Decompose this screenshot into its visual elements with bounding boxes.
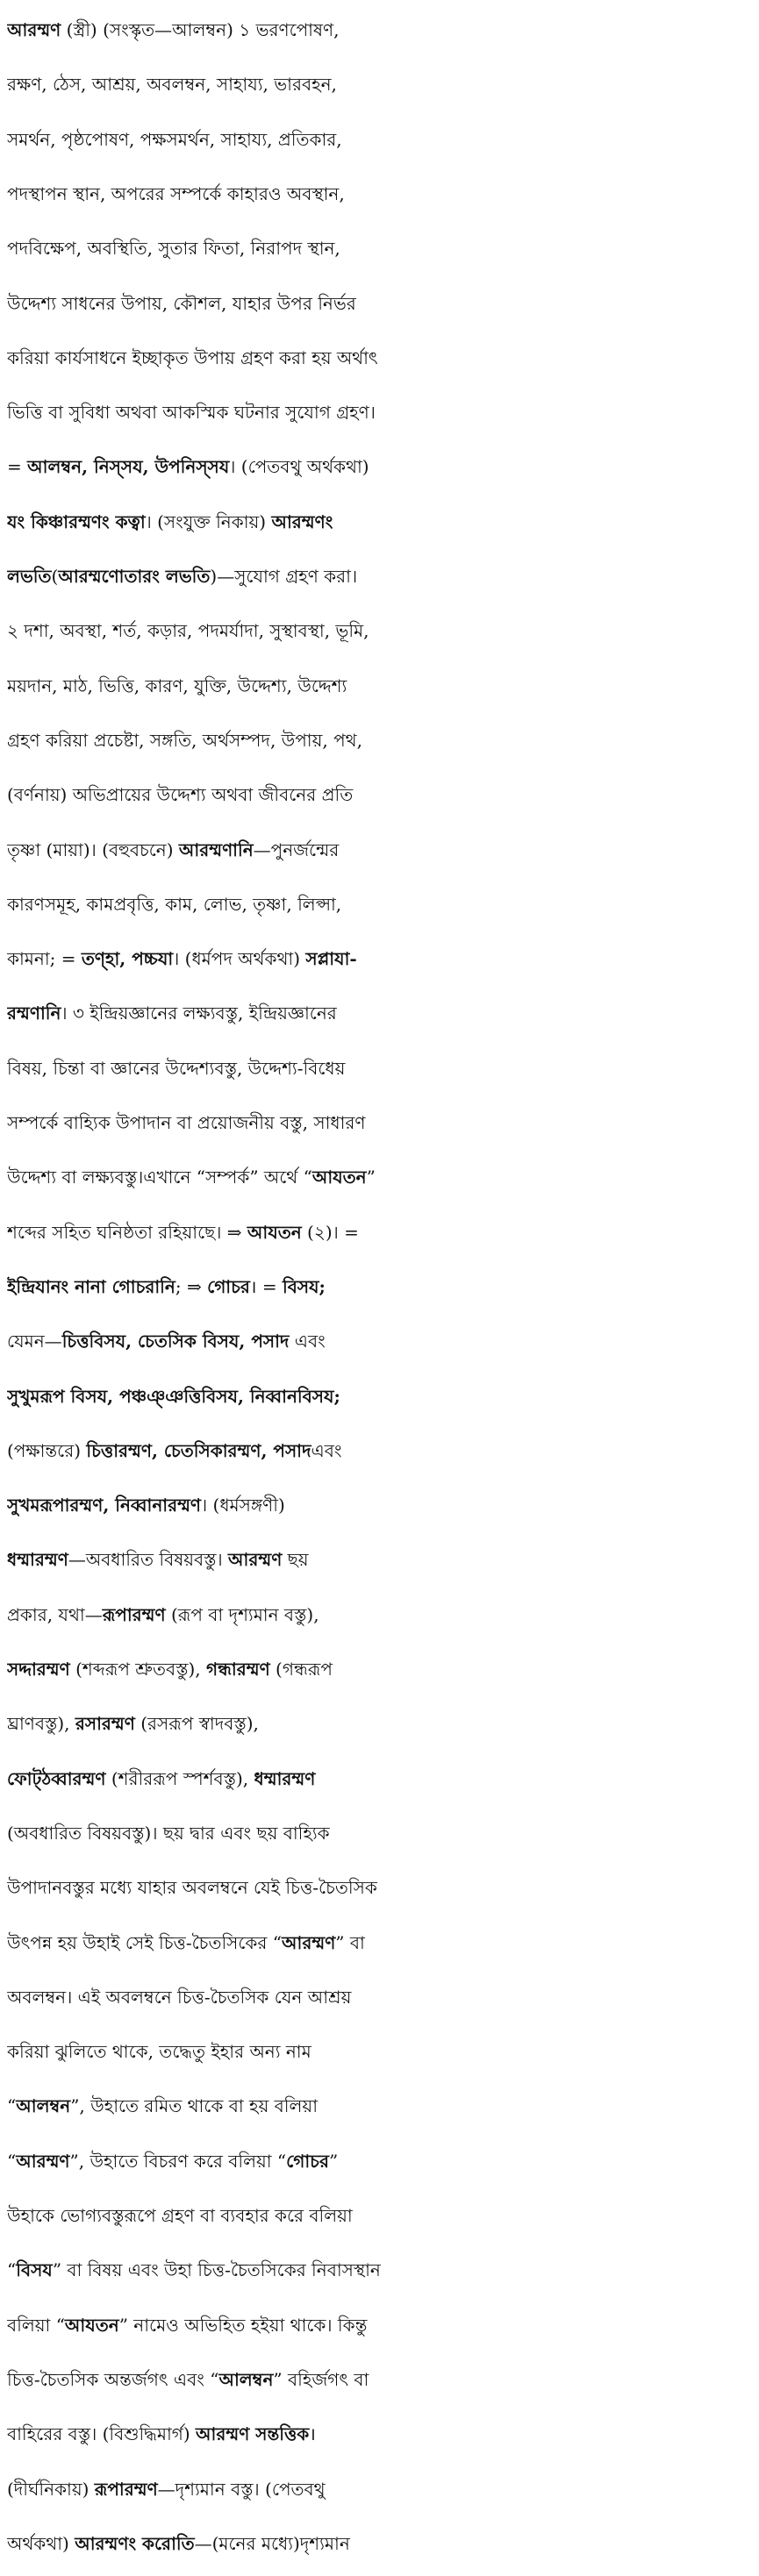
text-run: । (পেতবথু অর্থকথা) [229,456,369,478]
bold-term: আযতন [311,1167,367,1188]
text-run: (শরীররূপ স্পর্শবস্তু), [105,1767,254,1789]
text-run: —পুনর্জন্মের [253,838,340,860]
text-line [7,1918,751,1967]
bold-term: আরম্মণ সন্তত্তিক [196,2423,310,2445]
text-run: ” বা [335,1931,365,1953]
text-run: এবং [311,1439,342,1461]
text-run: = [7,456,28,478]
bold-term: আরম্মণানি [178,838,254,860]
text-line [7,1645,751,1694]
bold-term: আরম্মণ [7,19,61,40]
text-run: ছয় [282,1549,309,1571]
text-run: ভিত্তি বা সুবিধা অথবা আকস্মিক ঘটনার সুযোগ গ্রহণ। [7,402,376,424]
bold-term: আরম্মণ [228,1549,283,1571]
text-run: যেমন— [7,1331,62,1352]
bold-term: বিসয [16,2259,53,2281]
text-line [7,988,751,1038]
text-run: উদ্দেশ্য বা লক্ষ্যবস্তু।এখানে “সম্পর্ক” অর্থে “ [7,1167,312,1188]
text-line [7,388,751,437]
bold-term: আলম্বন [218,2368,274,2390]
text-run: উহাকে ভোগ্যবস্তুরূপে গ্রহণ বা ব্যবহার করে বলিয়া [7,2205,353,2226]
text-line [7,1426,751,1475]
text-run: ২ দশা, অবস্থা, শর্ত, কড়ার, পদমর্যাদা, সুস্থাবস্থা, ভূমি, [7,620,369,642]
bold-term: ধম্মারম্মণ [7,1549,68,1571]
text-line [7,2409,751,2458]
text-run: সম্পর্কে বাহ্যিক উপাদান বা প্রয়োজনীয় বস্তু, সাধারণ [7,1112,366,1133]
text-line [7,552,751,601]
text-run: পদবিক্ষেপ, অবস্থিতি, সুতার ফিতা, নিরাপদ স্থান, [7,238,340,260]
text-run: কারণসমূহ, কামপ্রবৃত্তি, কাম, লোভ, তৃষ্ণা, লিপ্সা, [7,893,342,915]
text-run: —অবধারিত বিষয়বস্তু। [68,1549,229,1571]
text-run: —দৃশ্যমান বস্তু। (পেতবথু [157,2478,326,2500]
text-run: “ [7,2259,17,2281]
text-run: বাহিরের বস্তু। (বিশুদ্ধিমার্গ) [7,2423,197,2445]
bold-term: আরম্মণ [282,1931,336,1953]
text-line [7,661,751,710]
text-line [7,880,751,929]
text-line [7,1754,751,1803]
text-run: (শব্দরূপ শ্রুতবস্তু), [69,1659,206,1680]
bold-term: রূপারম্মণ [102,1603,166,1625]
text-line [7,2081,751,2130]
text-run: রক্ষণ, ঠেস, আশ্রয়, অবলম্বন, সাহায্য, ভারবহন, [7,74,337,96]
bold-term: সদ্দারম্মণ [7,1659,70,1680]
text-line [7,2191,751,2240]
text-run: ; ⇒ [175,1275,208,1297]
text-run: উৎপন্ন হয় উহাই সেই চিত্ত-চৈতসিকের “ [7,1931,283,1953]
text-run: ” বহির্জগৎ বা [273,2368,369,2390]
bold-term: রূপারম্মণ [94,2478,158,2500]
bold-term: গোচর [286,2150,329,2172]
text-line [7,1152,751,1202]
text-run: (রসরূপ স্বাদবস্তু), [134,1713,259,1735]
text-line [7,2027,751,2076]
text-run: করিয়া ঝুলিতে থাকে, তদ্ধেতু ইহার অন্য নাম [7,2041,311,2063]
text-line [7,2301,751,2350]
text-line [7,1098,751,1147]
text-run: ” বা বিষয় এবং উহা চিত্ত-চৈতসিকের নিবাসস্থান [52,2259,381,2281]
bold-term: আলম্বন [16,2095,71,2117]
bold-term: বিসয; [282,1275,326,1297]
text-run: “ [7,2150,17,2172]
text-line [7,825,751,874]
text-run: অবলম্বন। এই অবলম্বনে চিত্ত-চৈতসিক যেন আশ্রয় [7,1986,352,2008]
text-run: )—সুযোগ গ্রহণ করা। [210,566,358,587]
text-line [7,2245,751,2294]
text-run: অর্থকথা) [7,2532,75,2554]
text-run: । (সংযুক্ত নিকায়) [145,510,272,532]
text-line [7,1317,751,1366]
bold-term: আলম্বন, নিস্সয, উপনিস্সয [27,456,230,478]
bold-term: চিত্তবিসয, চেতসিক বিসয, পসাদ [61,1331,290,1352]
text-line [7,2465,751,2514]
bold-term: আযতন [64,2314,119,2336]
bold-term: সপ্লাযা- [305,948,357,970]
text-line [7,934,751,983]
text-run: “ [7,2095,17,2117]
text-line [7,1699,751,1748]
text-run: প্রকার, যথা— [7,1603,103,1625]
text-line [7,279,751,328]
bold-term: গন্ধারম্মণ [205,1659,270,1680]
text-run: ( [51,566,59,587]
text-run: এবং [289,1331,326,1352]
text-run: ” [366,1167,376,1188]
text-run: । = [249,1275,283,1297]
text-run: ”, উহাতে বিচরণ করে বলিয়া “ [69,2150,287,2172]
bold-term: আরম্মণ [16,2150,70,2172]
text-line [7,1044,751,1093]
bold-term: ফোট্‌ঠব্বারম্মণ [7,1767,106,1789]
text-run: তৃষ্ণা (মায়া)। (বহুবচনে) [7,838,179,860]
text-line [7,716,751,765]
text-line [7,2137,751,2186]
text-run: ” [328,2150,339,2172]
text-line [7,1208,751,1257]
text-line [7,497,751,546]
text-run: উদ্দেশ্য সাধনের উপায়, কৌশল, যাহার উপর নির্ভর [7,292,356,314]
bold-term: আরম্মণোতারং লভতি [58,566,211,587]
bold-term: যং কিঞ্চারম্মণং কত্বা [7,510,146,532]
text-run: (২)। = [301,1221,359,1243]
text-line [7,224,751,273]
text-run: গ্রহণ করিয়া প্রচেষ্টা, সঙ্গতি, অর্থসম্পদ, উপায়, পথ, [7,729,362,751]
bold-term: ইন্দ্রিযানং নানা গোচরানি [7,1275,175,1297]
text-line [7,1372,751,1421]
text-run: বিষয়, চিন্তা বা জ্ঞানের উদ্দেশ্যবস্তু, উদ্দেশ্য-বিধেয় [7,1057,346,1079]
text-line [7,1535,751,1584]
text-line [7,442,751,491]
text-run: ময়দান, মাঠ, ভিত্তি, কারণ, যুক্তি, উদ্দেশ্য, উদ্দেশ্য [7,674,347,696]
bold-term: আযতন [247,1221,302,1243]
bold-term: আরম্মণং করোতি [75,2532,195,2554]
text-run: (রূপ বা দৃশ্যমান বস্তু), [165,1603,319,1625]
text-run: । [309,2423,316,2445]
text-line [7,169,751,218]
text-run: —(মনের মধ্যে)দৃশ্যমান [194,2532,350,2554]
bold-term: রম্মণানি [7,1003,61,1024]
text-run: পদস্থাপন স্থান, অপরের সম্পর্কে কাহারও অবস্থান, [7,182,345,204]
bold-term: সুখুমরূপ বিসয, পঞ্চঞ্ঞত্তিবিসয, নিব্বানবিসয; [7,1385,340,1407]
text-line [7,5,751,54]
text-run: ঘ্রাণবস্তু), [7,1713,75,1735]
text-run: । (ধর্মসঙ্গণী) [201,1495,285,1516]
text-run: । (ধর্মপদ অর্থকথা) [173,948,306,970]
text-run: চিত্ত-চৈতসিক অন্তর্জগৎ এবং “ [7,2368,219,2390]
bold-term: ধম্মারম্মণ [254,1767,316,1789]
text-run: শব্দের সহিত ঘনিষ্ঠতা রহিয়াছে। ⇒ [7,1221,247,1243]
bold-term: চিত্তারম্মণ, চেতসিকারম্মণ, পসাদ [86,1439,311,1461]
text-line [7,1809,751,1858]
text-run: (দীর্ঘনিকায়) [7,2478,95,2500]
text-run: (স্ত্রী) (সংস্কৃত—আলম্বন) ১ ভরণপোষণ, [61,19,340,40]
text-run: (পক্ষান্তরে) [7,1439,87,1461]
text-line [7,1262,751,1311]
bold-term: লভতি [7,566,52,587]
text-line [7,1863,751,1912]
text-run: করিয়া কার্যসাধনে ইচ্ছাকৃত উপায় গ্রহণ করা হয় অর্থাৎ [7,346,378,368]
bold-term: সুখমরূপারম্মণ, নিব্বানারম্মণ [7,1495,202,1516]
text-line [7,2355,751,2404]
text-run: । ৩ ইন্দ্রিয়জ্ঞানের লক্ষ্যবস্তু, ইন্দ্রিয়জ্ঞানের [61,1003,337,1024]
text-run: সমর্থন, পৃষ্ঠপোষণ, পক্ষসমর্থন, সাহায্য, প্রতিকার, [7,128,342,150]
text-line [7,606,751,655]
bold-term: গোচর [207,1275,250,1297]
text-run: কামনা; = [7,948,82,970]
text-run: (বর্ণনায়) অভিপ্রায়ের উদ্দেশ্য অথবা জীবনের প্রতি [7,784,354,806]
text-run: ” নামেও অভিহিত হইয়া থাকে। কিন্তু [118,2314,368,2336]
text-line [7,2519,751,2568]
bold-term: তণ্হা, পচ্চযা [81,948,174,970]
text-line [7,770,751,819]
text-line [7,115,751,164]
text-run: বলিয়া “ [7,2314,65,2336]
bold-term: আরম্মণং [271,510,333,532]
bold-term: রসারম্মণ [75,1713,135,1735]
text-run: ”, উহাতে রমিত থাকে বা হয় বলিয়া [70,2095,319,2117]
text-run: (অবধারিত বিষয়বস্তু)। ছয় দ্বার এবং ছয় বাহ্যিক [7,1822,330,1844]
text-line [7,1973,751,2022]
text-line [7,333,751,382]
text-line [7,1590,751,1639]
text-line [7,1481,751,1530]
text-line [7,60,751,109]
text-run: (গন্ধরূপ [269,1659,333,1680]
text-run: উপাদানবস্তুর মধ্যে যাহার অবলম্বনে যেই চিত্ত-চৈতসিক [7,1877,377,1899]
